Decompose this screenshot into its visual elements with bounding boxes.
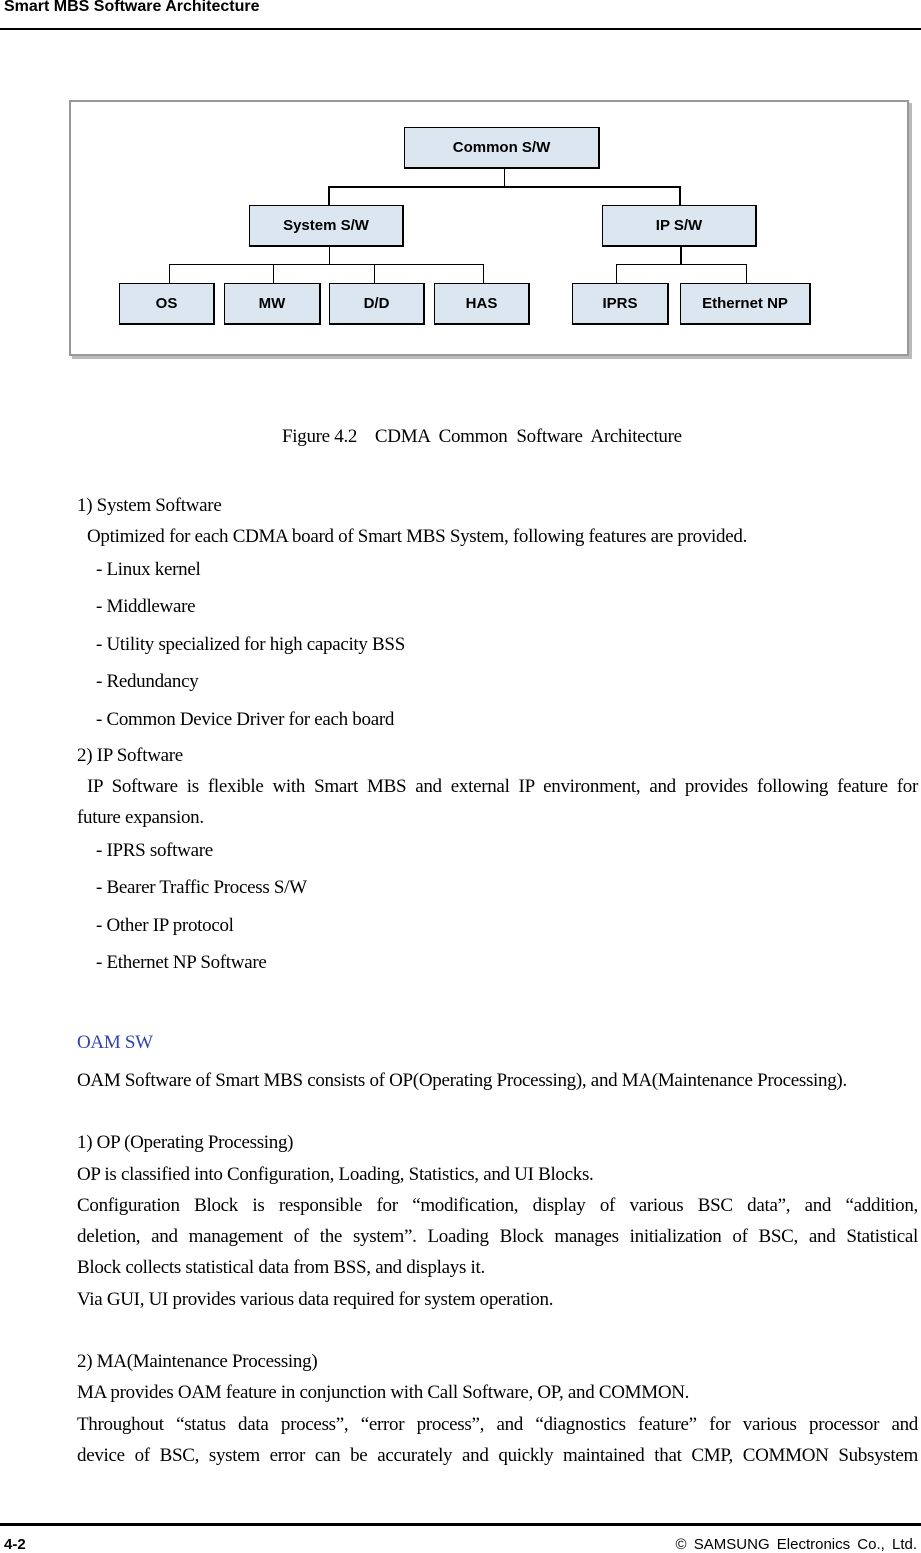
paragraph-line: Configuration Block is responsible for “modification, display of various BSC data”, and “addition,: [77, 1195, 918, 1216]
heading-system-software: 1) System Software: [77, 495, 222, 516]
paragraph-line: MA provides OAM feature in conjunction with Call Software, OP, and COMMON.: [77, 1382, 690, 1403]
list-item: - Linux kernel: [96, 559, 201, 580]
list-item: - Bearer Traffic Process S/W: [96, 877, 307, 898]
paragraph-line: Throughout “status data process”, “error process”, and “diagnostics feature” for various processor and: [77, 1414, 918, 1435]
list-item: - Middleware: [96, 596, 196, 617]
paragraph-line: OAM Software of Smart MBS consists of OP(Operating Processing), and MA(Maintenance Processing).: [77, 1070, 847, 1091]
box-os: OS: [119, 283, 215, 325]
box-common-sw: Common S/W: [404, 127, 600, 169]
box-has: HAS: [434, 283, 530, 325]
footer-rule: [0, 1523, 921, 1526]
paragraph-line: device of BSC, system error can be accurately and quickly maintained that CMP, COMMON Subsystem: [77, 1445, 918, 1466]
paragraph-line: IP Software is flexible with Smart MBS and external IP environment, and provides following feature for: [87, 776, 918, 797]
paragraph-line: OP is classified into Configuration, Loading, Statistics, and UI Blocks.: [77, 1164, 594, 1185]
header-title: Smart MBS Software Architecture: [4, 0, 260, 15]
paragraph-line: Optimized for each CDMA board of Smart MBS System, following features are provided.: [87, 526, 748, 547]
page-number: 4-2: [4, 1536, 26, 1553]
heading-ma: 2) MA(Maintenance Processing): [77, 1351, 318, 1372]
section-heading-oam-sw: OAM SW: [77, 1032, 153, 1053]
list-item: - Other IP protocol: [96, 915, 234, 936]
list-item: - Utility specialized for high capacity BSS: [96, 634, 405, 655]
box-dd: D/D: [329, 283, 425, 325]
heading-ip-software: 2) IP Software: [77, 745, 183, 766]
box-ethernet-np: Ethernet NP: [680, 283, 811, 325]
list-item: - Ethernet NP Software: [96, 952, 267, 973]
paragraph-line: Via GUI, UI provides various data required for system operation.: [77, 1289, 554, 1310]
header-rule: [0, 28, 921, 30]
figure-caption: Figure 4.2 CDMA Common Software Architecture: [282, 426, 682, 447]
paragraph-line: deletion, and management of the system”. Loading Block manages initialization of BSC, and Statistical: [77, 1226, 918, 1247]
box-system-sw: System S/W: [249, 205, 404, 247]
paragraph-line: future expansion.: [77, 807, 204, 828]
box-mw: MW: [224, 283, 321, 325]
list-item: - Common Device Driver for each board: [96, 709, 395, 730]
list-item: - IPRS software: [96, 840, 213, 861]
box-ip-sw: IP S/W: [602, 205, 757, 247]
paragraph-line: Block collects statistical data from BSS, and displays it.: [77, 1257, 485, 1278]
box-iprs: IPRS: [572, 283, 669, 325]
heading-op: 1) OP (Operating Processing): [77, 1132, 294, 1153]
copyright: © SAMSUNG Electronics Co., Ltd.: [675, 1536, 917, 1553]
list-item: - Redundancy: [96, 671, 199, 692]
